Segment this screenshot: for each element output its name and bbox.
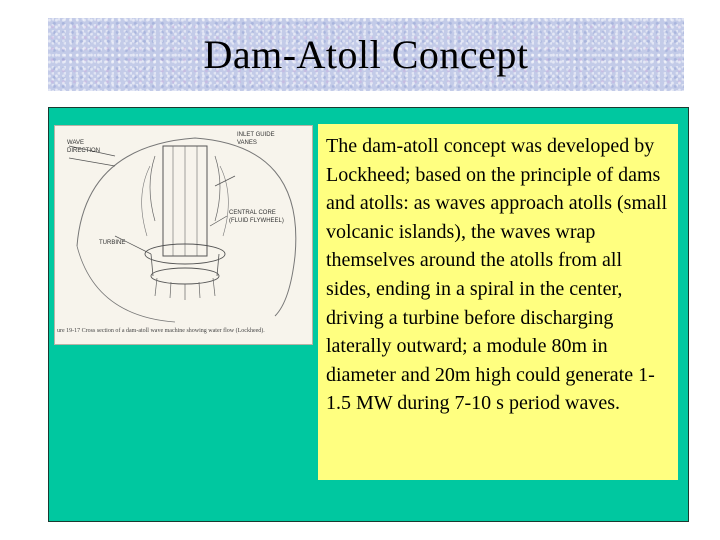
inlet-guide-label: INLET GUIDE: [237, 132, 275, 138]
guide-vane: [142, 166, 150, 236]
direction-label: DIRECTION: [67, 148, 100, 154]
turbine-label: TURBINE: [99, 240, 126, 246]
vanes-label: VANES: [237, 140, 257, 146]
support-leg: [170, 282, 171, 298]
wave-label: WAVE: [67, 140, 85, 146]
support-leg: [199, 282, 200, 298]
title-banner: [48, 18, 684, 91]
base-side: [217, 254, 219, 276]
wave-arrow: [69, 158, 115, 166]
diagram-drawing: [55, 126, 312, 344]
inlet-leader-line: [215, 176, 235, 186]
support-leg: [155, 278, 157, 296]
dome-base-curve: [77, 246, 175, 322]
guide-vane: [215, 156, 220, 221]
dam-atoll-diagram: [54, 125, 313, 345]
base-ring: [151, 268, 219, 284]
description-box: [318, 124, 678, 480]
base-side: [151, 254, 153, 276]
core-leader-line: [210, 216, 227, 226]
guide-vane: [150, 156, 155, 221]
fluid-flywheel-label: (FLUID FLYWHEEL): [229, 218, 284, 224]
figure-caption: ure 19-17 Cross section of a dam-atoll wave machine showing water flow (Lockheed).: [57, 328, 265, 334]
support-leg: [213, 278, 215, 296]
central-core-label: CENTRAL CORE: [229, 210, 276, 216]
slide-title: Dam-Atoll Concept: [203, 32, 529, 77]
description-text: The dam-atoll concept was developed by Lockheed; based on the principle of dams and atolls: as waves approach atolls (small volcanic islands), the waves wrap themselves around the atolls from all sides, ending in a spiral in the center, driving a turbine before discharging laterally outward; a module 80m in diameter and 20m high could generate 1-1.5 MW during 7-10 s period waves.: [326, 135, 668, 415]
guide-vane: [220, 166, 228, 236]
